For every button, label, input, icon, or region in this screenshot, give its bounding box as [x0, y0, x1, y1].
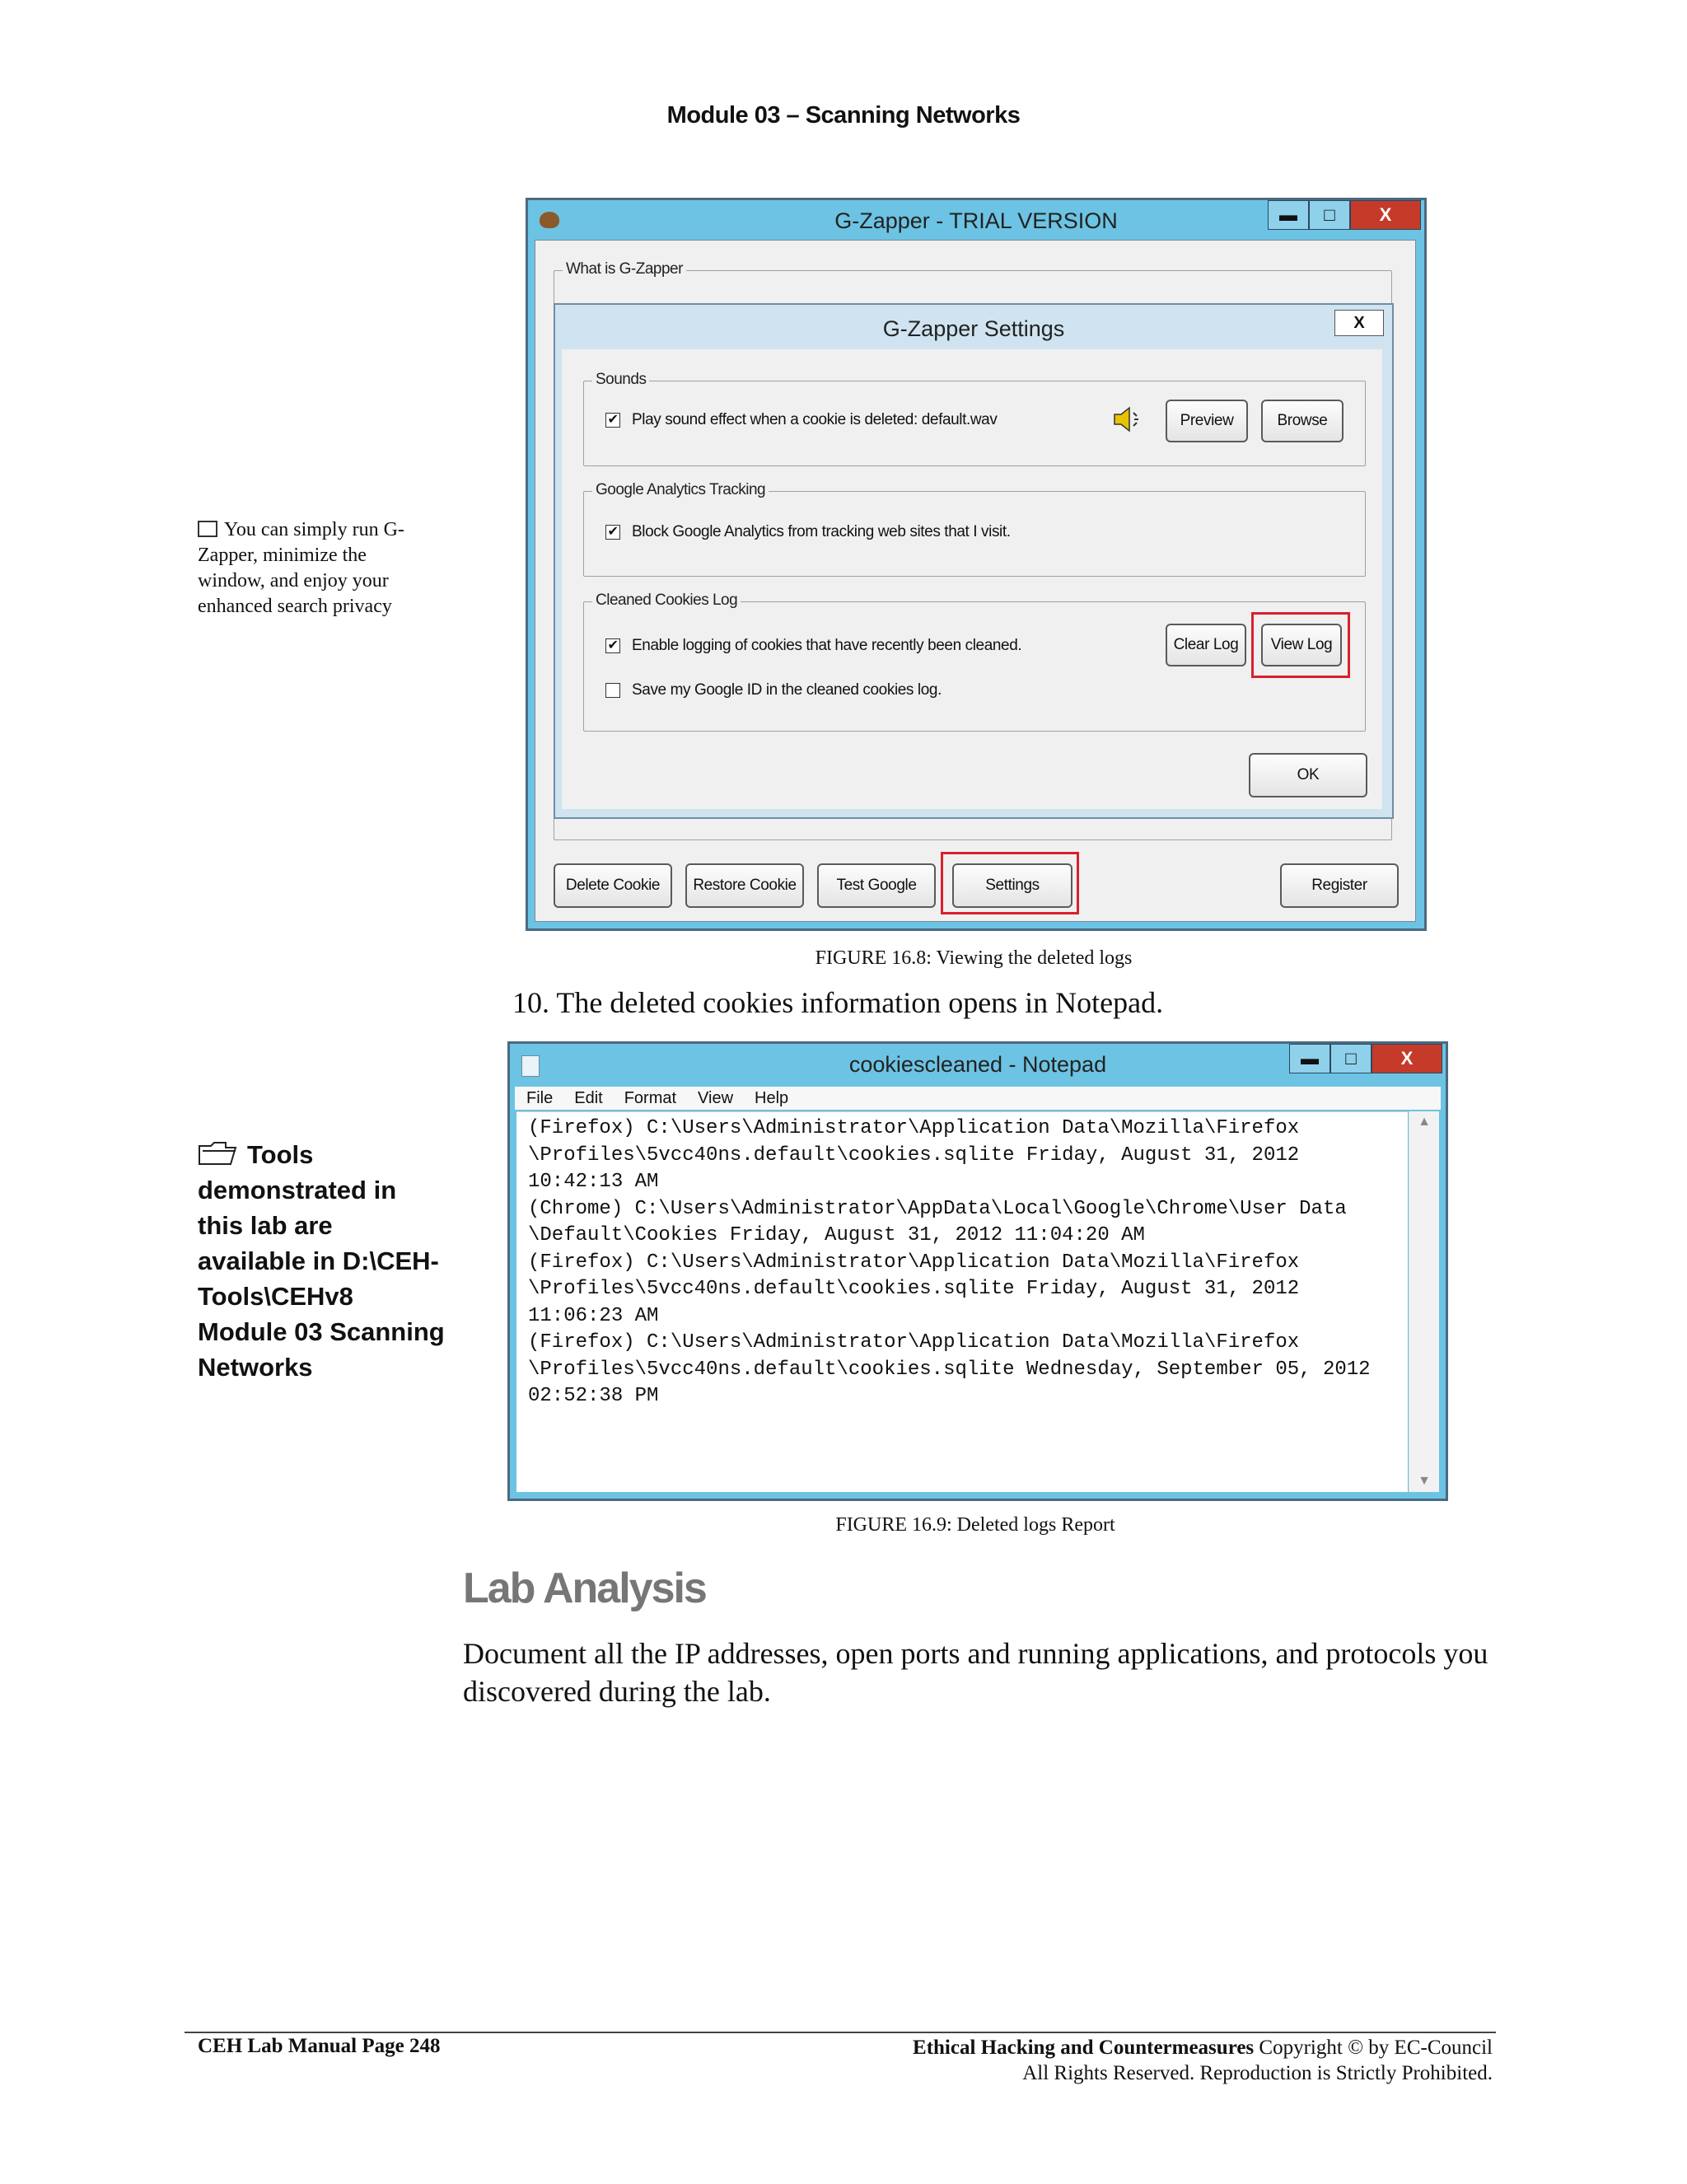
- view-log-highlight: [1251, 612, 1350, 678]
- sounds-group: [583, 371, 1366, 466]
- checkbox-checked-icon: ✔: [605, 525, 620, 540]
- footer-course-title: Ethical Hacking and Countermeasures: [913, 2037, 1255, 2059]
- scroll-up-icon[interactable]: ▲: [1418, 1115, 1431, 1129]
- cleaned-cookies-log-group: [583, 592, 1366, 732]
- sidebar-note-gzapper: [198, 517, 428, 620]
- block-analytics-checkbox[interactable]: [605, 523, 1011, 541]
- clear-log-button[interactable]: Clear Log: [1166, 624, 1246, 666]
- notepad-window: [507, 1041, 1448, 1501]
- module-header: Module 03 – Scanning Networks: [666, 102, 1021, 129]
- notepad-minimize-button[interactable]: ▬: [1289, 1044, 1330, 1073]
- monitor-icon: [198, 521, 217, 537]
- settings-title: G-Zapper Settings: [882, 316, 1065, 341]
- gzapper-client: [535, 240, 1416, 922]
- menu-edit[interactable]: Edit: [574, 1088, 603, 1107]
- ok-button[interactable]: OK: [1249, 753, 1367, 797]
- settings-dialog: [554, 303, 1394, 819]
- what-is-gzapper-label: What is G-Zapper: [563, 260, 686, 278]
- sidebar-note-tools: [198, 1137, 445, 1385]
- settings-close-button[interactable]: X: [1334, 310, 1384, 336]
- gzapper-window: [526, 198, 1427, 931]
- menu-file[interactable]: File: [526, 1088, 554, 1107]
- notepad-text-area[interactable]: (Firefox) C:\Users\Administrator\Application Data\Mozilla\Firefox \Profiles\5vcc40ns.default\cookies.sqlite Friday, August 31, 2012 10:42:13 AM (Chrome) C:\Users\Administrator\AppData\Local\Google\Chrome\User Data \Default\Cookies Friday, August 31, 2012 11:04:20 AM (Firefox) C:\Users\Administrator\Application Data\Mozilla\Firefox \Profiles\5vcc40ns.default\cookies.sqlite Friday, August 31, 2012 11:06:23 AM (Firefox) C:\Users\Administrator\Application Data\Mozilla\Firefox \Profiles\5vcc40ns.default\cookies.sqlite Wednesday, September 05, 2012 02:52:38 PM: [516, 1111, 1408, 1492]
- figure-16-9-caption: FIGURE 16.9: Deleted logs Report: [835, 1514, 1115, 1536]
- browse-button[interactable]: Browse: [1261, 400, 1344, 442]
- google-analytics-group: [583, 481, 1366, 577]
- note2-text: Tools demonstrated in this lab are available in D:\CEH-Tools\CEHv8 Module 03 Scanning Networks: [198, 1140, 445, 1382]
- cleaned-cookies-log-label: Cleaned Cookies Log: [592, 592, 741, 610]
- delete-cookie-button[interactable]: Delete Cookie: [554, 863, 672, 908]
- lab-analysis-heading: Lab Analysis: [463, 1564, 706, 1612]
- scroll-down-icon[interactable]: ▼: [1418, 1474, 1431, 1488]
- save-google-id-label: Save my Google ID in the cleaned cookies log.: [632, 681, 942, 699]
- gzapper-title: G-Zapper - TRIAL VERSION: [834, 208, 1118, 233]
- figure-16-8-caption: FIGURE 16.8: Viewing the deleted logs: [815, 947, 1133, 969]
- footer-copyright: [913, 2035, 1493, 2086]
- close-button[interactable]: X: [1350, 200, 1421, 230]
- restore-cookie-button[interactable]: Restore Cookie: [685, 863, 804, 908]
- google-analytics-label: Google Analytics Tracking: [592, 481, 769, 499]
- minimize-button[interactable]: ▬: [1268, 200, 1309, 230]
- footer-divider: [185, 2032, 1496, 2033]
- settings-body: [562, 349, 1382, 809]
- notepad-title: cookiescleaned - Notepad: [848, 1052, 1107, 1077]
- menu-view[interactable]: View: [698, 1088, 734, 1107]
- step-10-text: 10. The deleted cookies information opens in Notepad.: [512, 986, 1164, 1019]
- sounds-label: Sounds: [592, 371, 649, 389]
- note1-text: You can simply run G-Zapper, minimize the window, and enjoy your enhanced search privacy: [198, 519, 404, 617]
- notepad-close-button[interactable]: X: [1372, 1044, 1442, 1073]
- view-log-button[interactable]: View Log: [1261, 624, 1342, 666]
- preview-button[interactable]: Preview: [1166, 400, 1248, 442]
- checkbox-checked-icon: ✔: [605, 413, 620, 428]
- footer-copyright-text: Copyright © by EC-Council: [1254, 2037, 1493, 2059]
- settings-button[interactable]: Settings: [952, 863, 1072, 908]
- register-button[interactable]: Register: [1280, 863, 1399, 908]
- sound-effect-label: Play sound effect when a cookie is deleted: default.wav: [632, 411, 998, 428]
- folder-icon: [198, 1141, 237, 1166]
- test-google-button[interactable]: Test Google: [817, 863, 936, 908]
- checkbox-checked-icon: ✔: [605, 638, 620, 653]
- footer-rights: All Rights Reserved. Reproduction is Strictly Prohibited.: [1022, 2062, 1493, 2084]
- notepad-menubar: [515, 1087, 1441, 1110]
- enable-logging-label: Enable logging of cookies that have recently been cleaned.: [632, 637, 1022, 654]
- lab-analysis-body: Document all the IP addresses, open ports and running applications, and protocols you discovered during the lab.: [463, 1637, 1488, 1708]
- speaker-icon[interactable]: [1111, 405, 1141, 434]
- menu-help[interactable]: Help: [755, 1088, 789, 1107]
- menu-format[interactable]: Format: [624, 1088, 677, 1107]
- settings-highlight: [941, 852, 1079, 914]
- checkbox-unchecked-icon: [605, 683, 620, 698]
- block-analytics-label: Block Google Analytics from tracking web sites that I visit.: [632, 523, 1011, 540]
- sound-effect-checkbox[interactable]: [605, 411, 997, 429]
- maximize-button[interactable]: □: [1309, 200, 1350, 230]
- enable-logging-checkbox[interactable]: [605, 637, 1021, 655]
- notepad-maximize-button[interactable]: □: [1330, 1044, 1372, 1073]
- save-google-id-checkbox[interactable]: [605, 681, 942, 699]
- footer-page-label: CEH Lab Manual Page 248: [198, 2035, 441, 2057]
- notepad-scrollbar[interactable]: [1409, 1111, 1439, 1492]
